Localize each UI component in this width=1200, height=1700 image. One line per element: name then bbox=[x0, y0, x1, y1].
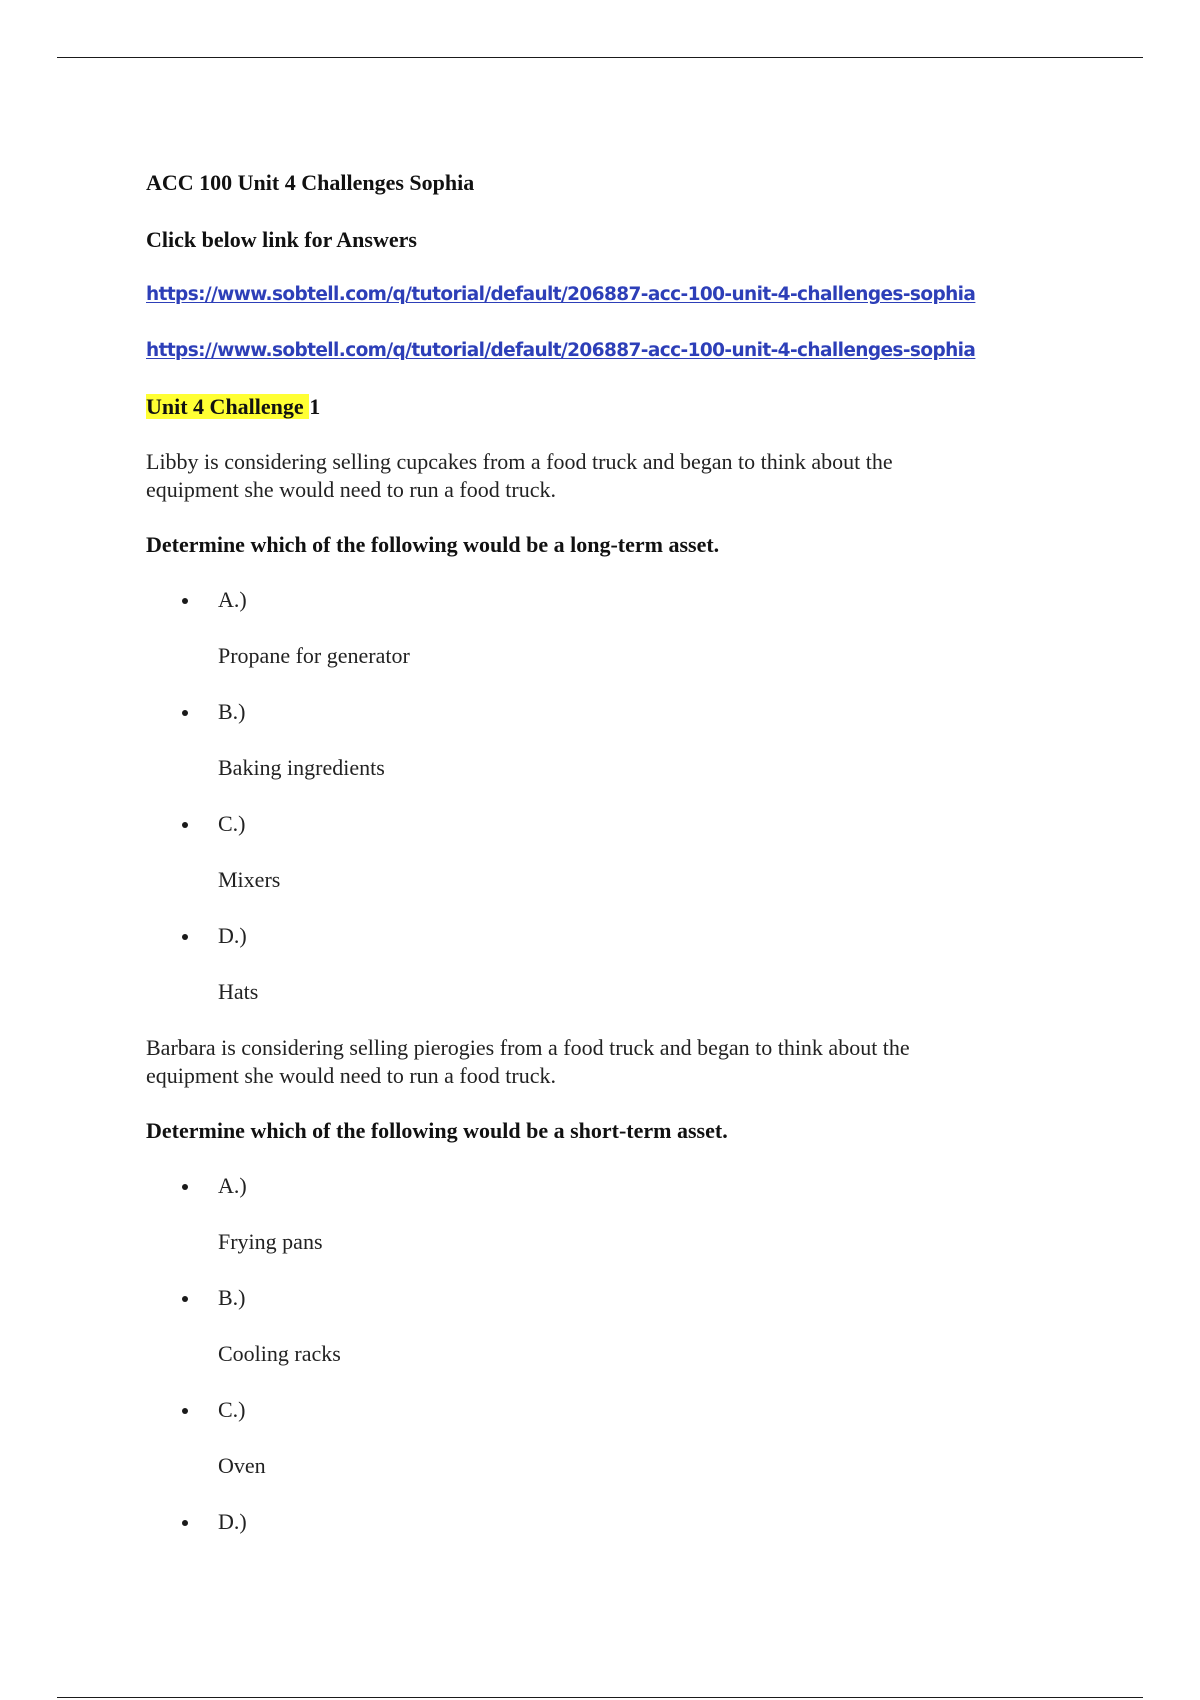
option-letter: B.) bbox=[218, 699, 246, 724]
option-letter: A.) bbox=[218, 587, 247, 612]
question-1-option-b[interactable] bbox=[146, 698, 1046, 782]
option-letter: C.) bbox=[218, 811, 246, 836]
question-1-prompt: Determine which of the following would be a long-term asset. bbox=[146, 532, 720, 557]
question-2 bbox=[146, 1034, 1046, 1536]
question-2-scenario-line-2: equipment she would need to run a food truck. bbox=[146, 1063, 556, 1088]
question-1-options bbox=[146, 586, 1046, 1006]
question-2-scenario-line-1: Barbara is considering selling pierogies from a food truck and began to think about the bbox=[146, 1035, 910, 1060]
bullet-icon bbox=[182, 1520, 188, 1526]
option-text: Cooling racks bbox=[218, 1341, 341, 1366]
question-2-option-a[interactable] bbox=[146, 1172, 1046, 1256]
question-1-option-d[interactable] bbox=[146, 922, 1046, 1006]
answer-link-1-anchor[interactable]: https://www.sobtell.com/q/tutorial/default/206887-acc-100-unit-4-challenges-sophia bbox=[146, 284, 976, 305]
option-letter: A.) bbox=[218, 1173, 247, 1198]
document-title: ACC 100 Unit 4 Challenges Sophia bbox=[146, 170, 475, 195]
challenge-heading-number: 1 bbox=[309, 394, 321, 419]
bullet-icon bbox=[182, 934, 188, 940]
question-2-scenario bbox=[146, 1034, 1046, 1090]
option-text: Baking ingredients bbox=[218, 755, 385, 780]
header-rule bbox=[57, 57, 1143, 58]
bullet-icon bbox=[182, 1296, 188, 1302]
option-letter: D.) bbox=[218, 923, 247, 948]
option-text: Propane for generator bbox=[218, 643, 410, 668]
question-2-option-d[interactable] bbox=[146, 1508, 1046, 1536]
bullet-icon bbox=[182, 710, 188, 716]
question-2-options bbox=[146, 1172, 1046, 1536]
question-1-scenario-line-1: Libby is considering selling cupcakes from a food truck and began to think about the bbox=[146, 449, 893, 474]
question-1-scenario bbox=[146, 448, 1046, 504]
challenge-heading bbox=[146, 393, 1046, 421]
option-letter: D.) bbox=[218, 1509, 247, 1534]
bullet-icon bbox=[182, 822, 188, 828]
answer-link-2[interactable] bbox=[146, 337, 1046, 365]
question-2-option-c[interactable] bbox=[146, 1396, 1046, 1480]
bullet-icon bbox=[182, 1184, 188, 1190]
question-2-prompt: Determine which of the following would be a short-term asset. bbox=[146, 1118, 728, 1143]
document-body bbox=[146, 169, 1046, 1564]
bullet-icon bbox=[182, 1408, 188, 1414]
answers-prompt: Click below link for Answers bbox=[146, 227, 417, 252]
option-letter: C.) bbox=[218, 1397, 246, 1422]
question-1-option-a[interactable] bbox=[146, 586, 1046, 670]
question-1-scenario-line-2: equipment she would need to run a food truck. bbox=[146, 477, 556, 502]
option-text: Mixers bbox=[218, 867, 281, 892]
question-1 bbox=[146, 448, 1046, 1006]
question-1-option-c[interactable] bbox=[146, 810, 1046, 894]
bullet-icon bbox=[182, 598, 188, 604]
option-text: Frying pans bbox=[218, 1229, 323, 1254]
challenge-heading-highlight: Unit 4 Challenge bbox=[146, 394, 310, 419]
answer-link-1[interactable] bbox=[146, 281, 1046, 309]
answer-link-2-anchor[interactable]: https://www.sobtell.com/q/tutorial/default/206887-acc-100-unit-4-challenges-sophia bbox=[146, 340, 976, 361]
question-2-option-b[interactable] bbox=[146, 1284, 1046, 1368]
option-text: Oven bbox=[218, 1453, 266, 1478]
option-letter: B.) bbox=[218, 1285, 246, 1310]
option-text: Hats bbox=[218, 979, 259, 1004]
footer-rule bbox=[57, 1697, 1143, 1698]
